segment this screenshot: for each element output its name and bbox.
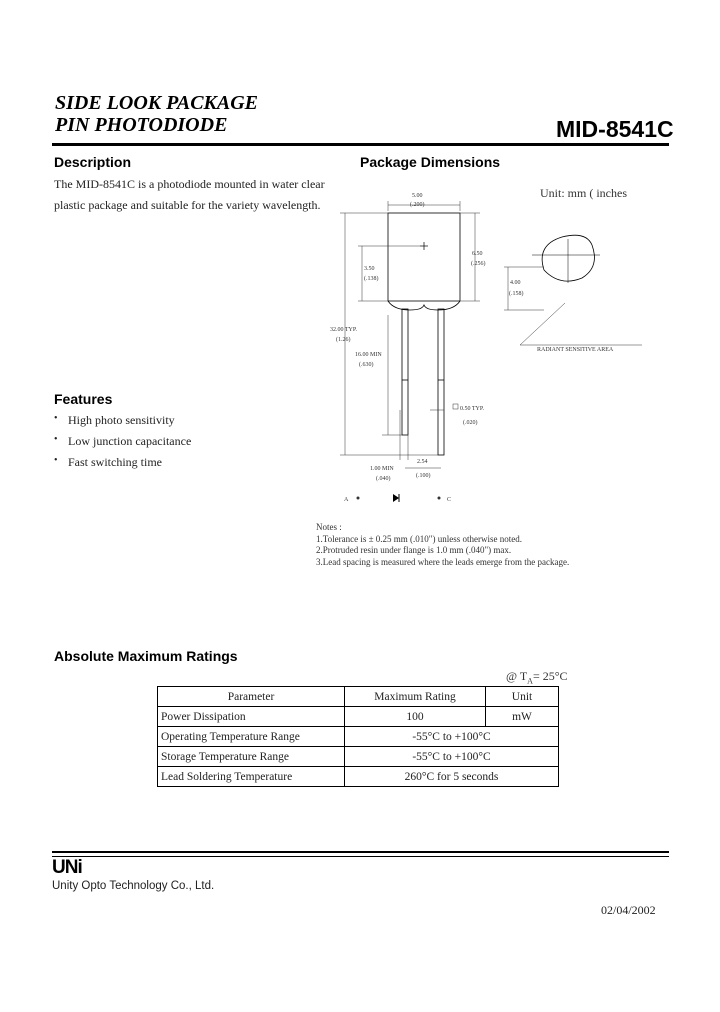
part-number: MID-8541C (556, 116, 674, 142)
dim-lead-mm: 16.00 MIN (355, 352, 382, 358)
center-mark (420, 242, 428, 250)
description-line-2: plastic package and suitable for the variety wavelength. (54, 198, 321, 212)
column-header-maximum-rating: Maximum Rating (345, 687, 486, 707)
dim-body-height-in: (.256) (471, 261, 486, 267)
square-symbol (453, 404, 458, 409)
lead-left (402, 309, 408, 435)
pin-cathode-dot (438, 497, 441, 500)
description-line-1: The MID-8541C is a photodiode mounted in water clear (54, 177, 325, 191)
dim-total-in: (1.26) (336, 337, 351, 343)
dim-center-in: (.138) (364, 276, 379, 282)
ratings-condition (506, 669, 568, 685)
row-value: 260°C for 5 seconds (345, 767, 559, 787)
notes-heading: Notes : (316, 522, 342, 532)
ratings-heading: Absolute Maximum Ratings (54, 648, 238, 664)
package-base-lens (388, 301, 460, 310)
dim-flange-mm: 1.00 MIN (370, 466, 394, 472)
pin-cathode-label: C (447, 497, 452, 503)
document-date: 02/04/2002 (601, 903, 656, 917)
dim-lead-in: (.630) (359, 362, 374, 368)
table-row (158, 747, 559, 767)
column-header-parameter: Parameter (158, 687, 345, 707)
title-line-2: PIN PHOTODIODE (55, 114, 228, 136)
header-rule (52, 143, 669, 146)
title-line-1: SIDE LOOK PACKAGE (55, 92, 259, 114)
pin-anode-label: A (344, 497, 349, 503)
dim-pitch-in: (.100) (416, 473, 431, 479)
row-value: -55°C to +100°C (345, 747, 559, 767)
package-dimensions-heading: Package Dimensions (360, 154, 501, 170)
row-value: -55°C to +100°C (345, 727, 559, 747)
dim-width-mm: 5.00 (412, 193, 423, 199)
dim-flange-in: (.040) (376, 476, 391, 482)
table-header-row (158, 687, 559, 707)
notes (316, 522, 569, 568)
row-unit: mW (486, 707, 559, 727)
dim-total-mm: 32.00 TYP. (330, 327, 358, 333)
diode-symbol (393, 494, 399, 502)
ratings-table (157, 686, 559, 787)
row-parameter: Power Dissipation (158, 707, 345, 727)
company-name: Unity Opto Technology Co., Ltd. (52, 880, 215, 892)
footer-rule-thin (52, 856, 669, 857)
package-body-outline (388, 213, 460, 301)
features-heading: Features (54, 391, 113, 407)
dim-dome-in: (.158) (509, 291, 524, 297)
dim-pitch-mm: 2.54 (417, 459, 428, 465)
table-row (158, 727, 559, 747)
row-value: 100 (345, 707, 486, 727)
condition-suffix: = 25°C (532, 669, 568, 683)
dim-center-mm: 3.50 (364, 266, 375, 272)
dim-lead-square-in: (.020) (463, 420, 478, 426)
lead-right (438, 309, 444, 455)
footer-rule-thick (52, 851, 669, 853)
note-3: 3.Lead spacing is measured where the leads emerge from the package. (316, 556, 570, 567)
row-parameter: Storage Temperature Range (158, 747, 345, 767)
table-row (158, 707, 559, 727)
row-parameter: Lead Soldering Temperature (158, 767, 345, 787)
package-dimensions-drawing (330, 185, 660, 510)
company-logo: UNi (52, 857, 82, 878)
row-parameter: Operating Temperature Range (158, 727, 345, 747)
feature-item-2: • Low junction capacitance (68, 434, 191, 449)
column-header-unit: Unit (486, 687, 559, 707)
unit-label: Unit: mm ( inches (540, 186, 627, 200)
dome-outline (542, 235, 594, 281)
note-1: 1.Tolerance is ± 0.25 mm (.010") unless otherwise noted. (316, 533, 522, 544)
feature-item-3: • Fast switching time (68, 455, 162, 470)
note-2: 2.Protruded resin under flange is 1.0 mm (.040") max. (316, 545, 512, 555)
description-heading: Description (54, 154, 132, 170)
condition-subscript: A (527, 676, 533, 686)
condition-prefix: @ T (506, 669, 528, 683)
dim-lead-square-mm: 0.50 TYP. (460, 406, 485, 412)
feature-item-1: • High photo sensitivity (68, 413, 175, 428)
table-row (158, 767, 559, 787)
radiant-area-label: RADIANT SENSITIVE AREA (537, 347, 614, 353)
dim-width-in: (.200) (410, 202, 425, 208)
dim-dome-mm: 4.00 (510, 280, 521, 286)
pin-anode-dot (357, 497, 360, 500)
dim-body-height-mm: 6.50 (472, 251, 483, 257)
